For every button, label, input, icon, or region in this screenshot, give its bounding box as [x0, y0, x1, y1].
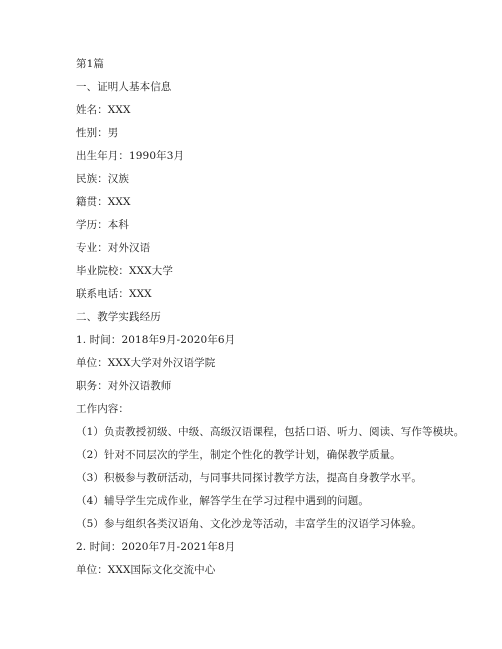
experience-1-employer: 单位：XXX大学对外汉语学院 [76, 357, 216, 369]
duty-item-5: （5）参与组织各类汉语角、文化沙龙等活动，丰富学生的汉语学习体验。 [76, 518, 422, 530]
experience-1-duties-label: 工作内容： [76, 403, 129, 415]
info-birth-date: 出生年月：1990年3月 [76, 150, 185, 162]
info-phone: 联系电话：XXX [76, 288, 152, 300]
duty-item-2: （2）针对不同层次的学生，制定个性化的教学计划，确保教学质量。 [76, 449, 401, 461]
info-ethnicity: 民族：汉族 [76, 173, 129, 185]
duty-item-4: （4）辅导学生完成作业，解答学生在学习过程中遇到的问题。 [76, 495, 369, 507]
info-major: 专业：对外汉语 [76, 242, 151, 254]
info-native-place: 籍贯：XXX [76, 196, 131, 208]
experience-1-period: 1. 时间：2018年9月-2020年6月 [76, 334, 236, 346]
duty-item-1: （1）负责教授初级、中级、高级汉语课程，包括口语、听力、阅读、写作等模块。 [76, 426, 465, 438]
info-gender: 性别：男 [76, 127, 119, 139]
experience-2-employer: 单位：XXX国际文化交流中心 [76, 564, 216, 576]
document-heading: 第1篇 [76, 58, 104, 70]
info-school: 毕业院校：XXX大学 [76, 265, 173, 277]
info-education: 学历：本科 [76, 219, 129, 231]
info-name: 姓名：XXX [76, 104, 131, 116]
duty-item-3: （3）积极参与教研活动，与同事共同探讨教学方法，提高自身教学水平。 [76, 472, 422, 484]
section-heading-basic-info: 一、证明人基本信息 [76, 81, 172, 93]
section-heading-teaching: 二、教学实践经历 [76, 311, 161, 323]
experience-2-period: 2. 时间：2020年7月-2021年8月 [76, 541, 236, 553]
experience-1-position: 职务：对外汉语教师 [76, 380, 172, 392]
